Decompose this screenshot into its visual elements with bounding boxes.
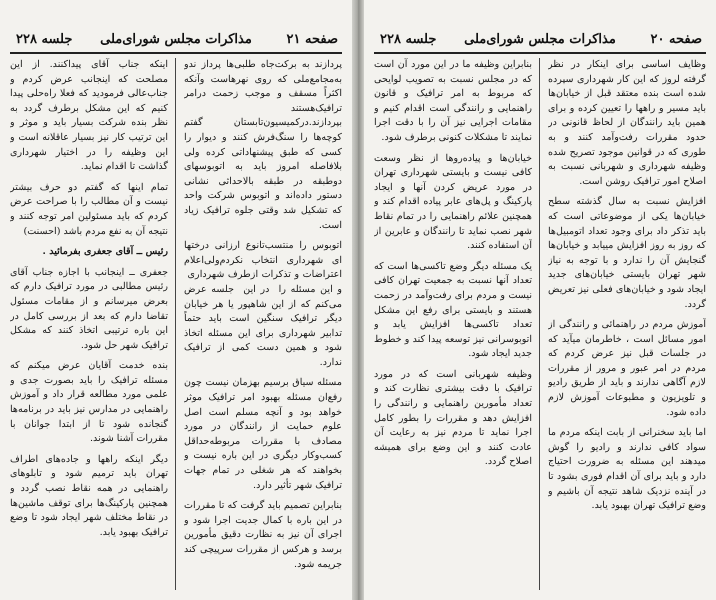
page-header bbox=[374, 30, 706, 52]
paragraph: بنده خدمت آقایان عرض میکنم که مسئله ترافیک را باید بصورت جدی و علمی مورد مطالعه قرار داد و آموزش راهنمایی در مدارس نیز باید در برنامه‌ها گنجانده شود تا از ابتدا جوانان با مقررات آشنا شوند. bbox=[10, 360, 168, 445]
text-column-right bbox=[548, 58, 706, 594]
paragraph: وظیفه شهربانی است که در مورد ترافیک با دقت بیشتری نظارت کند و تعداد مأمورین راهنمایی و رانندگی را افزایش دهد و مقررات را بطور کامل اجرا نماید تا مردم نیز به رعایت آن عادت کنند و این وضع برای همیشه اصلاح گردد. bbox=[374, 368, 532, 468]
left-page bbox=[0, 0, 352, 600]
paragraph: تمام‌ اینها‌ که‌ گفتم‌ ‌دو‌ حرف‌ بیشتر‌ نیست‌ ‌و‌ آن‌ مطالب‌ را‌ با‌ صراحت‌ عرض‌ کردم‌ که‌ باید‌ مسئولین‌ امر‌ توجه‌ کنند‌ و‌ نتیجه‌ آن‌ به‌ نفع‌ مردم‌ باشد‌ (احسنت) bbox=[10, 181, 168, 237]
running-title: مذاکرات مجلس شورای‌ملی bbox=[464, 32, 616, 47]
paragraph: اینکه جناب‌ آقای پیداکنند. از این مصلحت ‌که‌ اینجانب‌ عرض‌ کردم و جناب‌عالی‌ فرمودید که ‌فعلا‌ راه‌حلی‌ پیدا‌ کنیم‌ که ‌‌این‌ مشکل برطرف گردد به نظر بنده شرکت بسیار باید و موثر و این‌ ترتیب‌ کار‌ نیز‌ بسیار ‌عاقلانه است‌ و این‌ وظیفه را‌ در‌ اختیار‌ شهرداری‌ گذاشت تا اقدام نماید. bbox=[10, 59, 168, 173]
text-column-left bbox=[10, 58, 168, 594]
text-column-left bbox=[374, 58, 532, 594]
right-page bbox=[364, 0, 716, 600]
page-header bbox=[10, 30, 342, 52]
session-number: جلسه ۲۲۸ bbox=[380, 32, 437, 47]
book-gutter bbox=[352, 0, 364, 600]
session-number: جلسه ۲۲۸ bbox=[16, 32, 73, 47]
running-title: مذاکرات مجلس شورای‌ملی bbox=[100, 32, 252, 47]
page-number: صفحه ۲۰ bbox=[650, 32, 702, 47]
paragraph: افزایش نسبت به سال گذشته سطح خیابان‌ها یکی از موضوعاتی است که باید تذکر داد برای وجود تعداد اتومبیل‌ها که روز به روز افزایش مییابد و خیابان‌ها گنجایش آن را ندارد و با توجه به نیاز شهر تهران بایستی خیابان‌های جدید ایجاد شود و خیابان‌های فعلی نیز تعریض گردد. bbox=[548, 196, 706, 310]
paragraph: اما باید سخنرانی از بابت اینکه مردم ما سواد کافی ندارند و رادیو را گوش میدهند این مسئله به ضرورت احتیاج دارد و باید برای آن اقدام فوری بشود تا در آینده نزدیک شاهد نتیجه آن باشیم و وضع ترافیک تهران بهبود یابد. bbox=[548, 427, 706, 512]
paragraph: بنابراین وظیفه ما ‌در ‌این مورد آن است که در مجلس نسبت به تصویب لوایحی که مربوط به امر ترافیک و قانون راهنمایی و رانندگی است اقدام کنیم و مقامات اجرایی نیز آن را با دقت اجرا نمایند تا مشکلات کنونی برطرف شود. bbox=[374, 59, 532, 143]
paragraph: مسئله سیاق برسیم بهزمان نیست چون رفع‌ان مسئله بهبود امر ترافیک موثر خواهد بود و آنچه مسلم است اصل علوم حمایت از رانندگان در مورد مصادف با مقررات مربوطه‌حداقل کسب‌و‌کار دیگری‌ در این‌ باره‌ نیست و بخواهند که هر شغلی در تمام‌ جهات‌ ترافیک‌ شهر تأثیر دارد. bbox=[184, 377, 342, 491]
speaker-heading: رئیس ــ آقای جعفری بفرمائید . bbox=[42, 246, 168, 258]
paragraph: آموزش مردم در راهنمائی و رانندگی از امور مسائل است ، خاطرمان میآید که در جلسات قبل نیز عرض کردم که مردم در امر عبور و مرور از مقررات لازم آگاهی ندارند و باید از طریق رادیو و تلویزیون و مطبوعات آموزش لازم داده شود. bbox=[548, 319, 706, 418]
text-column-right bbox=[184, 58, 342, 594]
paragraph: خیابان‌ها و پیاده‌روها از نظر وسعت کافی نیست و بایستی شهرداری تهران در مورد عریض کردن آنها و ایجاد پارکینگ و پل‌های عابر پیاده اقدام کند و همچنین علائم راهنمایی را در تمام نقاط شهر نصب نماید تا رانندگان و عابرین از آن استفاده کنند. bbox=[374, 152, 532, 252]
paragraph: پردازند به برکت‌جاه ‌طلبی‌ها پرداز ندو به‌مجامع‌ملی ‌که روی نهرهاست وآنکه اکثراً مسقف و موجب زحمت درامر ترافیک‌هستند بپردازند.درکمیسیون‌تابستان گفتم کوچه‌ها را سنگ‌فرش کنند و دیوار را کسی که طبق پیشنهاداتی کرده ولی بلافاصله امروز باید به اتوبوسهای دوطبقه در طبقه بالاحداثی نشانی دستور داده‌اند و اتوبوس شرکت واحد که تشکیل شد وقتی جلوه ترافیک زیاد است. bbox=[184, 59, 342, 231]
header-rule bbox=[374, 52, 706, 54]
paragraph: وظایف اساسی برای اینکار در نظر گرفته لروز که این کار شهرداری سپرده شده است بنده معتقد قبل از خیابان‌ها باید مسیر و راهها را تعیین کرده و برای همین باید رانندگان از لحاظ قانونی در حدود مقررات رفت‌وآمد کنند و به طوری که در قوانین موجود تصریح شده وظیفه شهرداری و شهربانی نسبت به اصلاح امور ترافیک روشن است. bbox=[548, 59, 706, 187]
paragraph: بنابراین تصمیم‌ باید گرفت‌ که‌ تا‌ مقررات‌ در‌ این‌ باره‌ با کمال‌ جدیت اجرا شود و اجرای‌ آن‌ نیز‌ به‌ نظارت‌ دقیق‌ مأمورین‌ برسد و هرکس‌ از‌ مقررات‌ سرپیچی‌ کند‌ جریمه‌ شود. bbox=[184, 500, 342, 570]
column-divider bbox=[175, 58, 176, 590]
paragraph: یک مسئله دیگر وضع تاکسی‌ها است که تعداد آنها نسبت به جمعیت تهران کافی نیست و مردم برای رفت‌وآمد در زحمت هستند و بایستی برای رفع این مشکل تعداد تاکسی‌ها افزایش یابد و اتوبوسرانی نیز توسعه پیدا کند و خطوط جدید ایجاد شود. bbox=[374, 260, 532, 360]
paragraph: دیگر اینکه راهها و جاده‌های اطراف تهران باید ترمیم شود و تابلوهای راهنمایی در همه نقاط نصب گردد و همچنین پارکینگ‌ها برای توقف ماشین‌ها در نقاط مختلف شهر ایجاد شود تا وضع ترافیک بهبود یابد. bbox=[10, 453, 168, 538]
paragraph: اتوبوس را منتسب‌تا‌نوع ارزانی‌ درختها ای‌ شهرداری انتخاب‌ نکردم‌ولی‌اعلام‌ اعتراضات‌ و تذکرات‌ ازطرف شهرداری‌ ‌ ‌و این‌ مسئله‌ را ‌ در این‌ ‌ ‌جلسه‌ عرض‌ می‌کنم که از این شاهپور ‌یا هر خیابان‌ دیگر ترافیک سنگین است باید حتماً تدابیر شهرداری‌ برای این مسئله‌ اتخاذ‌ شود‌ و همین‌ دست‌ کمی‌ از‌ ترافیک‌ ندارد‌. bbox=[184, 240, 342, 368]
paragraph: جعفری ــ اینجانب با اجازه جناب آقای رئیس مطالبی در مورد ترافیک دارم که بعرض میرسانم و از مقامات مسئول تقاضا دارم که بعد از بررسی کامل در این باره ترتیبی اتخاذ کنند که مشکل ترافیک شهر حل شود. bbox=[10, 266, 168, 351]
page-number: صفحه ۲۱ bbox=[286, 32, 338, 47]
column-divider bbox=[539, 58, 540, 590]
header-rule bbox=[10, 52, 342, 54]
